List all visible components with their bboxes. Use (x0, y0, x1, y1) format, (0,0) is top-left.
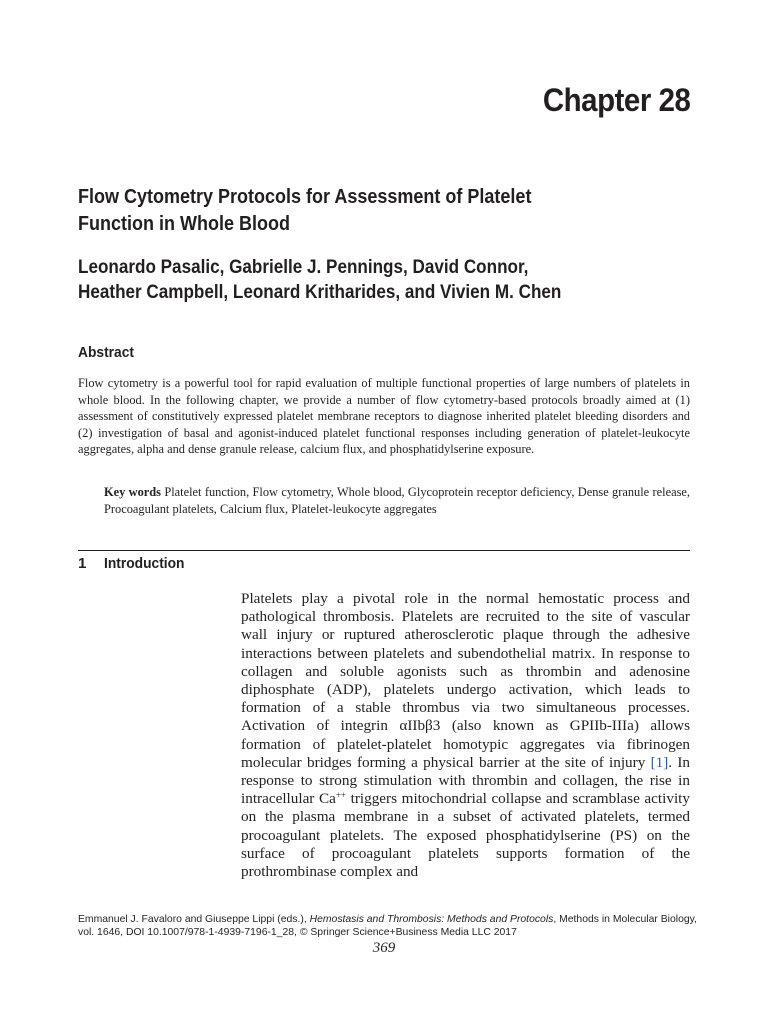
intro-text-part3: triggers mitochondrial collapse and scramblase activity on the plasma membrane in a subset of activated platelets, termed procoagulant platelets. The exposed phosphatidylserine (PS) on the surface of procoagulant platelets supports formation of the prothrombinase complex and (241, 790, 690, 881)
keywords-block (104, 484, 690, 517)
abstract-body: Flow cytometry is a powerful tool for rapid evaluation of multiple functional properties of large numbers of platelets in whole blood. In the following chapter, we provide a number of flow cytometry-based protocols broadly aimed at (1) assessment of constitutively expressed platelet membrane receptors to diagnose inherited platelet bleeding disorders and (2) investigation of basal and agonist-induced platelet functional responses including generation of platelet-leukocyte aggregates, alpha and dense granule release, calcium flux, and phosphatidylserine exposure. (78, 376, 690, 456)
citation-bracket-open: [ (650, 753, 656, 771)
citation-footer (78, 913, 698, 939)
section-divider (78, 550, 690, 551)
intro-text-part1: Platelets play a pivotal role in the normal hemostatic process and pathological thrombosis. Platelets are recruited to the site of vascular wall injury or ruptured atherosclerotic plaque through the adhesive interactions between platelets and subendothelial matrix. In response to collagen and soluble agonists such as thrombin and adenosine diphosphate (ADP), platelets undergo activation, which leads to formation of a stable thrombus via two simultaneous processes. Activation of integrin αIIbβ3 (also known as GPIIb-IIIa) allows formation of platelet-platelet homotypic aggregates via fibrinogen molecular bridges forming a physical barrier at the site of injury (241, 590, 690, 771)
calcium-superscript: ++ (335, 790, 347, 801)
author-list-line2: Heather Campbell, Leonard Kritharides, and Vivien M. Chen (78, 282, 562, 303)
citation-bracket-close: ] (663, 753, 669, 771)
keywords-text: Platelet function, Flow cytometry, Whole blood, Glycoprotein receptor deficiency, Dense granule release, Procoagulant platelets, Calcium flux, Platelet-leukocyte aggregates (104, 485, 690, 516)
author-list-line1: Leonardo Pasalic, Gabrielle J. Pennings, David Connor, (78, 257, 529, 278)
section-number: 1 (78, 555, 87, 572)
footer-book-title: Hemostasis and Thrombosis: Methods and Protocols (309, 914, 554, 925)
chapter-title-line1: Flow Cytometry Protocols for Assessment of Platelet (78, 186, 532, 208)
page-number: 369 (372, 940, 396, 956)
footer-editors: Emmanuel J. Favaloro and Giuseppe Lippi (eds.), (78, 914, 310, 925)
abstract-heading: Abstract (78, 344, 134, 361)
chapter-title (78, 184, 618, 238)
chapter-title-line2: Function in Whole Blood (78, 213, 290, 235)
section-title: Introduction (104, 555, 185, 572)
footer-details: , Methods in Molecular Biology, vol. 1646, DOI 10.1007/978-1-4939-7196-1_28, © Springer Science+Business Media LLC 2017 (78, 914, 697, 939)
citation-link[interactable]: 1 (655, 753, 664, 771)
author-list (78, 255, 636, 305)
chapter-label: Chapter 28 (542, 82, 690, 118)
intro-text-part2: . In response to strong stimulation with thrombin and collagen, the rise in intracellular Ca (241, 753, 691, 808)
keywords-label: Key words (104, 485, 162, 499)
introduction-paragraph (241, 590, 690, 881)
